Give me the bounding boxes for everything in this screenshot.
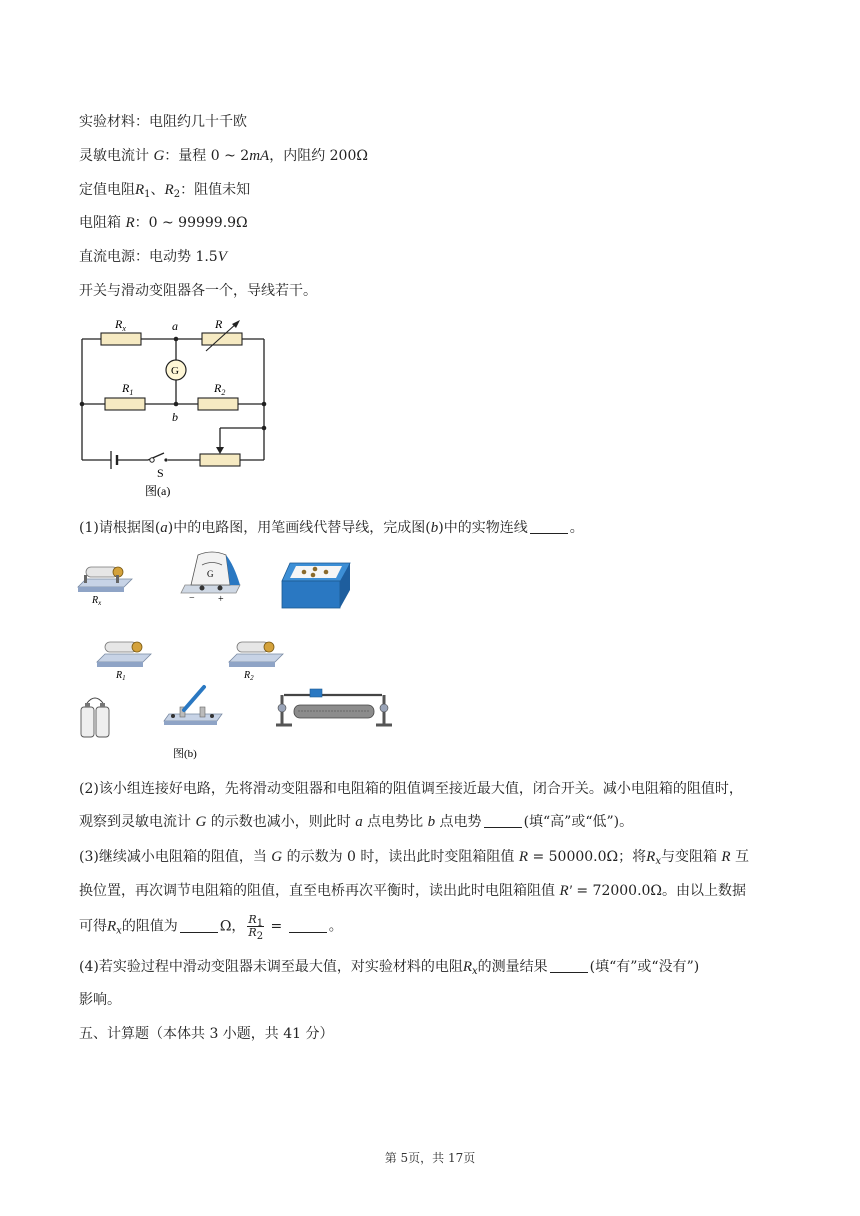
label-R1: $R_1$ bbox=[122, 381, 134, 397]
label-node-b: b bbox=[172, 410, 178, 424]
label-G: G bbox=[171, 365, 179, 377]
battery-component bbox=[81, 698, 109, 737]
label-R: R bbox=[215, 317, 223, 331]
label-Rx: $R_x$ bbox=[115, 317, 126, 333]
page-footer: 第 5页，共 17页 bbox=[384, 1151, 476, 1165]
svg-text:−: − bbox=[189, 593, 195, 604]
answer-blank-4[interactable] bbox=[550, 958, 588, 973]
question-3-line-1: (3)继续减小电阻箱的阻值，当 G 的示数为 0 时，读出此时变阻箱阻值 R = 50000.0Ω；将$R_x$与变阻箱 R 互 bbox=[79, 849, 750, 867]
svg-text:图(b): 图(b) bbox=[173, 748, 197, 760]
label-node-a: a bbox=[172, 319, 178, 333]
material-line-1: 实验材料：电阻约几十千欧 bbox=[79, 114, 247, 130]
galvanometer-component bbox=[181, 552, 240, 605]
figure-a-caption: 图(a) bbox=[145, 484, 171, 498]
svg-text:G: G bbox=[207, 569, 214, 579]
answer-blank-1[interactable] bbox=[530, 519, 568, 534]
ratio-R1-R2: $\frac{R_1}{R_2}$ bbox=[248, 913, 264, 942]
question-4-line-2: 影响。 bbox=[79, 992, 121, 1008]
material-line-resistance-box: 电阻箱 R：0 ~ 99999.9Ω bbox=[79, 215, 248, 231]
question-4-line-1: (4)若实验过程中滑动变阻器未调至最大值，对实验材料的电阻$R_x$的测量结果 (填“有”或“没有”) bbox=[79, 959, 700, 977]
rheostat-component bbox=[276, 689, 392, 725]
question-3-line-2: 换位置，再次调节电阻箱的阻值，直至电桥再次平衡时，读出此时电阻箱阻值 R′ = 72000.0Ω。由以上数据 bbox=[79, 883, 747, 899]
answer-blank-3b[interactable] bbox=[289, 918, 327, 933]
question-1: (1)请根据图(a)中的电路图，用笔画线代替导线，完成图(b)中的实物连线 。 bbox=[79, 520, 584, 536]
material-line-galvanometer: 灵敏电流计 G：量程 0 ~ 2mA，内阻约 200Ω bbox=[79, 148, 368, 164]
material-line-fixed-resistors: 定值电阻$R_1$、$R_2$：阻值未知 bbox=[79, 182, 251, 200]
material-line-switch: 开关与滑动变阻器各一个，导线若干。 bbox=[79, 283, 317, 299]
svg-text:Rx: $R_x$ bbox=[92, 595, 102, 607]
svg-text:R2: $R_2$ bbox=[244, 670, 254, 682]
material-line-power: 直流电源：电动势 1.5V bbox=[79, 249, 227, 265]
question-3-line-3: 可得$R_x$的阻值为 Ω， $\frac{R_1}{R_2}$ = 。 bbox=[79, 913, 343, 942]
resistor-R1-component bbox=[97, 642, 151, 682]
switch-component bbox=[164, 687, 222, 760]
label-switch-S: S bbox=[157, 466, 164, 480]
apparatus-diagram-b bbox=[72, 545, 392, 765]
svg-text:+: + bbox=[218, 594, 224, 605]
label-R2: $R_2$ bbox=[214, 381, 226, 397]
answer-blank-2[interactable] bbox=[484, 813, 522, 828]
resistor-R2-component bbox=[229, 642, 283, 682]
question-2-line-2: 观察到灵敏电流计 G 的示数也减小，则此时 a 点电势比 b 点电势 (填“高”或“低”)。 bbox=[79, 814, 634, 830]
resistance-box-component bbox=[282, 563, 350, 608]
circuit-diagram-a bbox=[72, 315, 282, 501]
section-5-heading: 五、计算题（本体共 3 小题，共 41 分） bbox=[79, 1026, 334, 1042]
answer-blank-3a[interactable] bbox=[180, 918, 218, 933]
svg-text:R1: $R_1$ bbox=[116, 670, 126, 682]
question-2-line-1: (2)该小组连接好电路，先将滑动变阻器和电阻箱的阻值调至接近最大值，闭合开关。减小电阻箱的阻值时， bbox=[79, 781, 743, 797]
resistor-Rx-component bbox=[78, 567, 132, 607]
